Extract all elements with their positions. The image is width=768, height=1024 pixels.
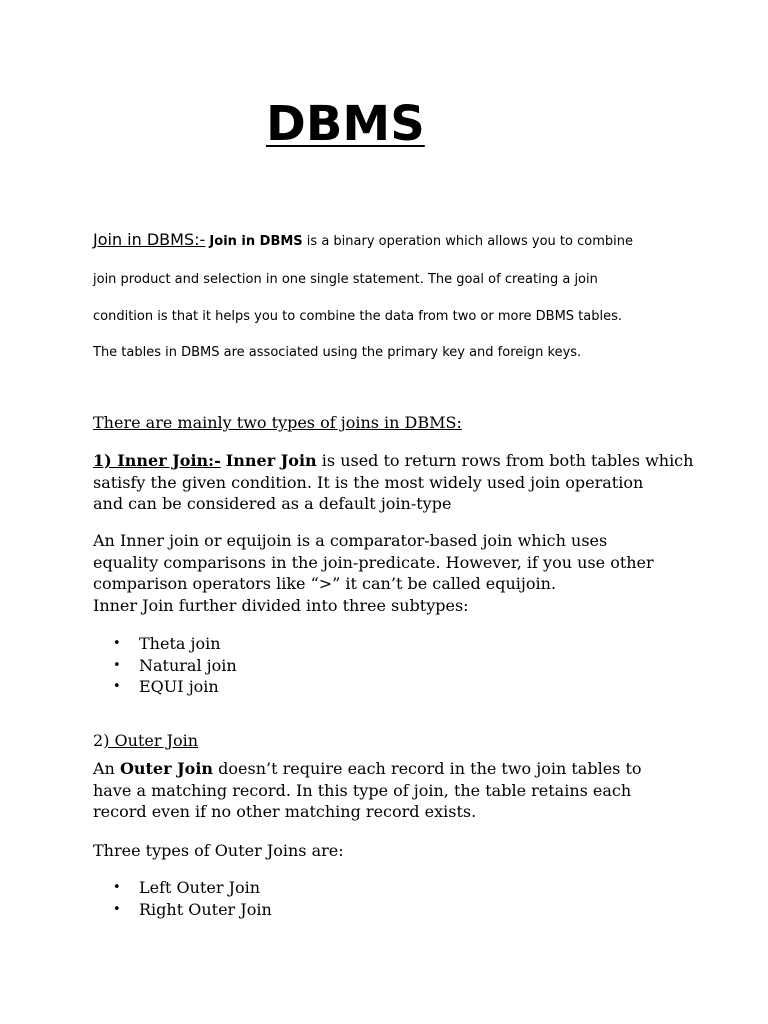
outer-join-line-2: have a matching record. In this type of join, the table retains each	[93, 780, 632, 800]
intro-line-1	[93, 230, 693, 249]
inner-join-heading: 1) Inner Join:-	[93, 451, 221, 470]
inner-join-line-1	[93, 450, 703, 472]
intro-lead: Join in DBMS:-	[93, 230, 206, 249]
outer-join-heading-text: ) Outer Join	[103, 731, 199, 750]
types-heading: There are mainly two types of joins in DBMS:	[93, 413, 462, 432]
list-item: • Theta join	[93, 633, 237, 655]
intro-line-3: condition is that it helps you to combine the data from two or more DBMS tables.	[93, 309, 623, 324]
outer-join-term: Outer Join	[119, 759, 214, 778]
list-item: • Right Outer Join	[93, 899, 272, 921]
inner-join-subtypes-list	[93, 633, 237, 698]
intro-line-4: The tables in DBMS are associated using the primary key and foreign keys.	[93, 345, 582, 360]
outer-join-line-3: record even if no other matching record exists.	[93, 802, 477, 821]
outer-join-heading	[93, 730, 703, 752]
inner-join-line-3: and can be considered as a default join-type	[93, 494, 452, 513]
equijoin-line-2: equality comparisons in the join-predicate. However, if you use other	[93, 552, 654, 572]
list-item: • Left Outer Join	[93, 877, 272, 899]
equijoin-line-1: An Inner join or equijoin is a comparator-based join which uses	[93, 531, 608, 550]
list-item: • EQUI join	[93, 676, 237, 698]
outer-join-types-intro: Three types of Outer Joins are:	[93, 841, 344, 860]
equijoin-paragraph	[93, 530, 703, 616]
inner-join-term: Inner Join	[225, 451, 317, 470]
intro-line-1-rest: is a binary operation which allows you to combine	[302, 234, 633, 249]
inner-join-line-1-rest: is used to return rows from both tables which	[316, 451, 694, 470]
outer-join-line-1	[93, 758, 703, 780]
equijoin-line-3: comparison operators like “>” it can’t be called equijoin.	[93, 574, 557, 593]
intro-bold-term: Join in DBMS	[209, 234, 303, 249]
list-item: • Natural join	[93, 655, 237, 677]
outer-join-heading-number: 2	[93, 731, 104, 750]
outer-join-line-1-rest: doesn’t require each record in the two join tables to	[213, 759, 642, 778]
intro-line-2: join product and selection in one single statement. The goal of creating a join	[93, 272, 598, 287]
outer-join-paragraph	[93, 758, 703, 823]
inner-join-line-2: satisfy the given condition. It is the most widely used join operation	[93, 472, 644, 492]
page-title: DBMS	[266, 96, 425, 152]
inner-join-paragraph	[93, 450, 703, 515]
outer-join-types-list	[93, 877, 272, 920]
equijoin-line-4: Inner Join further divided into three subtypes:	[93, 595, 469, 615]
outer-join-intro-word: An	[93, 759, 120, 778]
